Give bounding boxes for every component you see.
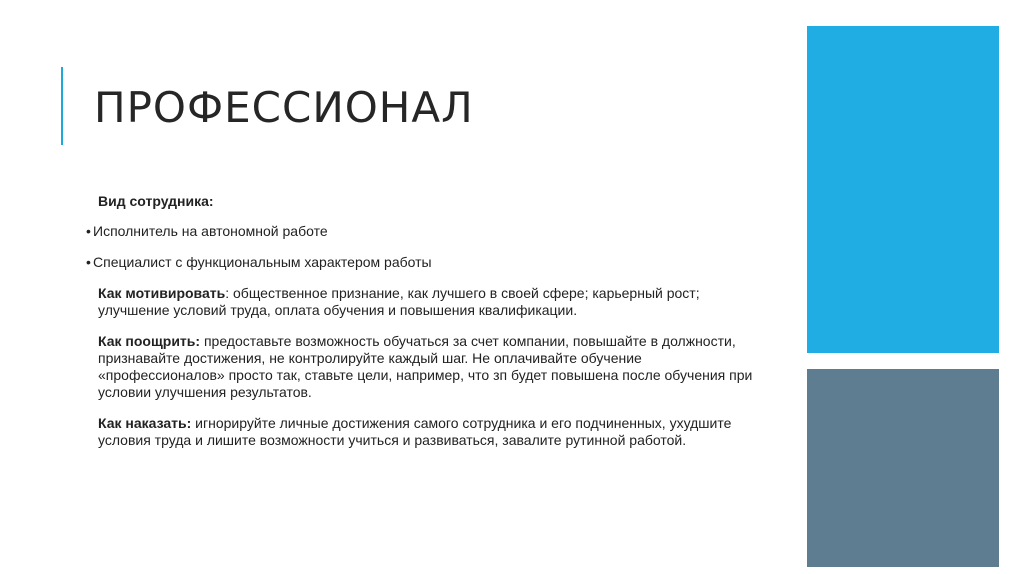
- bullet-mark: •: [86, 254, 91, 270]
- employee-type-list: [86, 223, 766, 271]
- punish-label: Как наказать:: [98, 415, 192, 431]
- decorative-blue-block: [807, 26, 999, 353]
- reward-paragraph: [98, 333, 766, 401]
- list-item: [86, 254, 766, 271]
- decorative-slate-block: [807, 369, 999, 567]
- reward-label: Как поощрить:: [98, 333, 201, 349]
- motivate-label: Как мотивировать: [98, 285, 226, 301]
- motivate-text: : общественное признание, как лучшего в своей сфере; карьерный рост; улучшение условий труда, оплата обучения и повышения квалификации.: [98, 285, 700, 318]
- list-item-text: Специалист с функциональным характером работы: [93, 254, 432, 270]
- bullet-mark: •: [86, 223, 91, 239]
- title-accent-bar: [61, 67, 63, 145]
- punish-text: игнорируйте личные достижения самого сотрудника и его подчиненных, ухудшите условия труда и лишите возможности учиться и развиваться, завалите рутинной работой.: [98, 415, 732, 448]
- slide-title: ПРОФЕССИОНАЛ: [94, 83, 474, 132]
- employee-type-heading: Вид сотрудника:: [98, 193, 214, 209]
- list-item: [86, 223, 766, 240]
- reward-text: предоставьте возможность обучаться за счет компании, повышайте в должности, признавайте достижения, не контролируйте каждый шаг. Не оплачивайте обучение «профессионалов» просто так, ставьте цели, например, что зп будет повышена после обучения при условии улучшения результатов.: [98, 333, 753, 400]
- punish-paragraph: [98, 415, 766, 449]
- slide-body: [86, 193, 766, 463]
- motivate-paragraph: [98, 285, 766, 319]
- list-item-text: Исполнитель на автономной работе: [93, 223, 328, 239]
